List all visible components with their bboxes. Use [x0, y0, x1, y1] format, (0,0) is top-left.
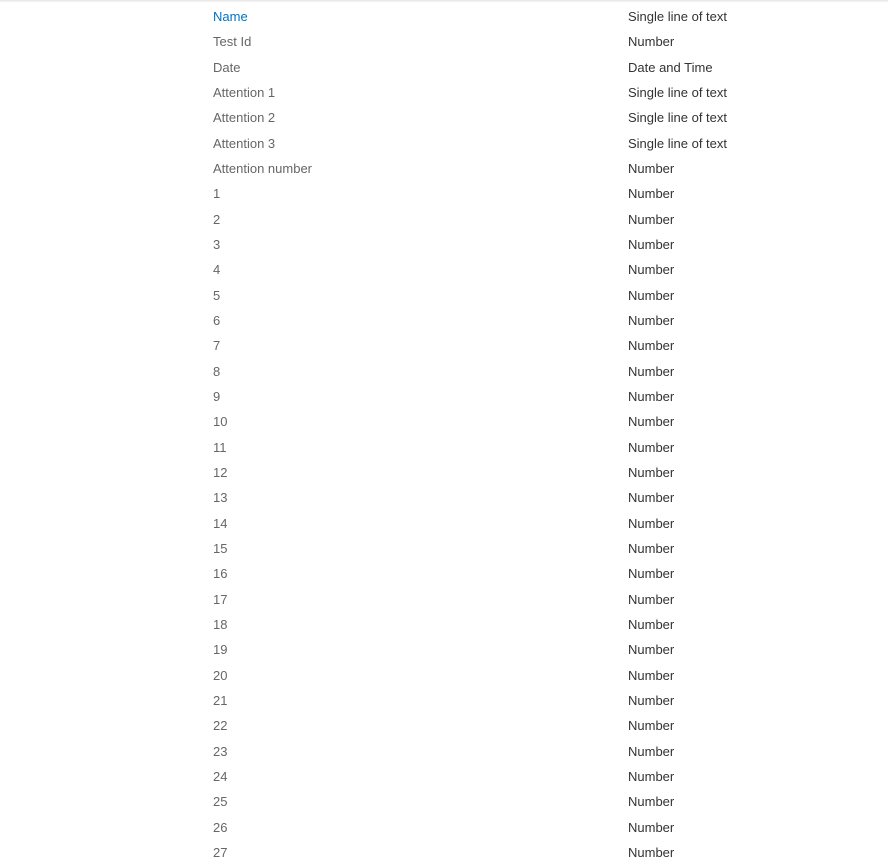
column-row: [213, 435, 813, 460]
column-row: [213, 587, 813, 612]
column-row: [213, 308, 813, 333]
column-name: 1: [213, 186, 221, 202]
column-type: Number: [628, 794, 675, 810]
column-row: [213, 232, 813, 257]
column-type: Number: [628, 237, 675, 253]
column-name: 5: [213, 287, 221, 303]
column-row: [213, 713, 813, 738]
column-type: Single line of text: [628, 135, 728, 151]
column-row: [213, 561, 813, 586]
column-name: 4: [213, 262, 221, 278]
column-name: 13: [213, 490, 228, 506]
column-type: Single line of text: [628, 110, 728, 126]
column-type: Number: [628, 465, 675, 481]
column-type: Number: [628, 743, 675, 759]
column-name: 2: [213, 211, 221, 227]
column-row: [213, 485, 813, 510]
column-name: 27: [213, 844, 228, 860]
column-name: 7: [213, 338, 221, 354]
column-row: [213, 511, 813, 536]
column-row: [213, 384, 813, 409]
column-name: Test Id: [213, 34, 252, 50]
column-row: [213, 105, 813, 130]
column-type: Number: [628, 566, 675, 582]
column-name: 21: [213, 693, 228, 709]
column-type: Number: [628, 769, 675, 784]
column-name: 23: [213, 743, 228, 759]
column-type: Number: [628, 363, 675, 379]
column-type: Number: [628, 389, 675, 405]
column-row: [213, 789, 813, 814]
column-name: 24: [213, 769, 228, 784]
column-row: [213, 283, 813, 308]
column-row: [213, 359, 813, 384]
top-divider: [0, 0, 888, 2]
column-row: [213, 840, 813, 865]
column-type: Single line of text: [628, 9, 728, 25]
column-row: [213, 55, 813, 80]
column-type: Number: [628, 313, 675, 329]
column-row: [213, 4, 813, 29]
column-row: [213, 409, 813, 434]
column-name: 25: [213, 794, 228, 810]
column-type: Number: [628, 211, 675, 227]
column-row: [213, 764, 813, 789]
column-type: Number: [628, 844, 675, 860]
column-type: Number: [628, 34, 675, 50]
column-type: Number: [628, 693, 675, 709]
column-type: Number: [628, 718, 675, 734]
column-name: 8: [213, 363, 221, 379]
column-row: [213, 333, 813, 358]
column-row: [213, 612, 813, 637]
column-type: Number: [628, 667, 675, 683]
column-name: 11: [213, 439, 227, 455]
column-name: 17: [213, 591, 228, 607]
column-name: Date: [213, 59, 241, 75]
column-name: 20: [213, 667, 228, 683]
column-type: Number: [628, 262, 675, 278]
column-name: 14: [213, 515, 228, 531]
column-row: [213, 637, 813, 662]
column-row: [213, 688, 813, 713]
column-row: [213, 156, 813, 181]
column-type: Number: [628, 414, 675, 430]
column-row: [213, 257, 813, 282]
column-row: [213, 29, 813, 54]
column-type: Number: [628, 541, 675, 557]
column-type: Number: [628, 338, 675, 354]
column-row: [213, 739, 813, 764]
column-row: [213, 663, 813, 688]
column-row: [213, 536, 813, 561]
column-name: 15: [213, 541, 228, 557]
column-name: 12: [213, 465, 228, 481]
column-type: Number: [628, 490, 675, 506]
column-name: 18: [213, 617, 228, 633]
column-name: 16: [213, 566, 228, 582]
column-name: Attention 1: [213, 85, 276, 101]
column-row: [213, 181, 813, 206]
column-name: 3: [213, 237, 221, 253]
column-name: 26: [213, 819, 228, 835]
column-type: Single line of text: [628, 85, 728, 101]
column-name: Attention number: [213, 161, 313, 177]
column-name: Attention 2: [213, 110, 276, 126]
column-row: [213, 815, 813, 840]
column-type: Number: [628, 617, 675, 633]
column-row: [213, 207, 813, 232]
column-type: Date and Time: [628, 59, 713, 75]
column-type: Number: [628, 186, 675, 202]
column-row: [213, 80, 813, 105]
column-name: 22: [213, 718, 228, 734]
column-row: [213, 131, 813, 156]
columns-list: [213, 4, 813, 865]
column-type: Number: [628, 439, 675, 455]
column-name: 6: [213, 313, 221, 329]
column-name: 19: [213, 642, 228, 658]
column-name: 10: [213, 414, 228, 430]
column-name: 9: [213, 389, 221, 405]
column-type: Number: [628, 287, 675, 303]
column-type: Number: [628, 642, 675, 658]
column-row: [213, 460, 813, 485]
column-type: Number: [628, 515, 675, 531]
column-name-link[interactable]: Name: [213, 9, 248, 25]
column-type: Number: [628, 161, 675, 177]
column-type: Number: [628, 591, 675, 607]
column-name: Attention 3: [213, 135, 276, 151]
column-type: Number: [628, 819, 675, 835]
